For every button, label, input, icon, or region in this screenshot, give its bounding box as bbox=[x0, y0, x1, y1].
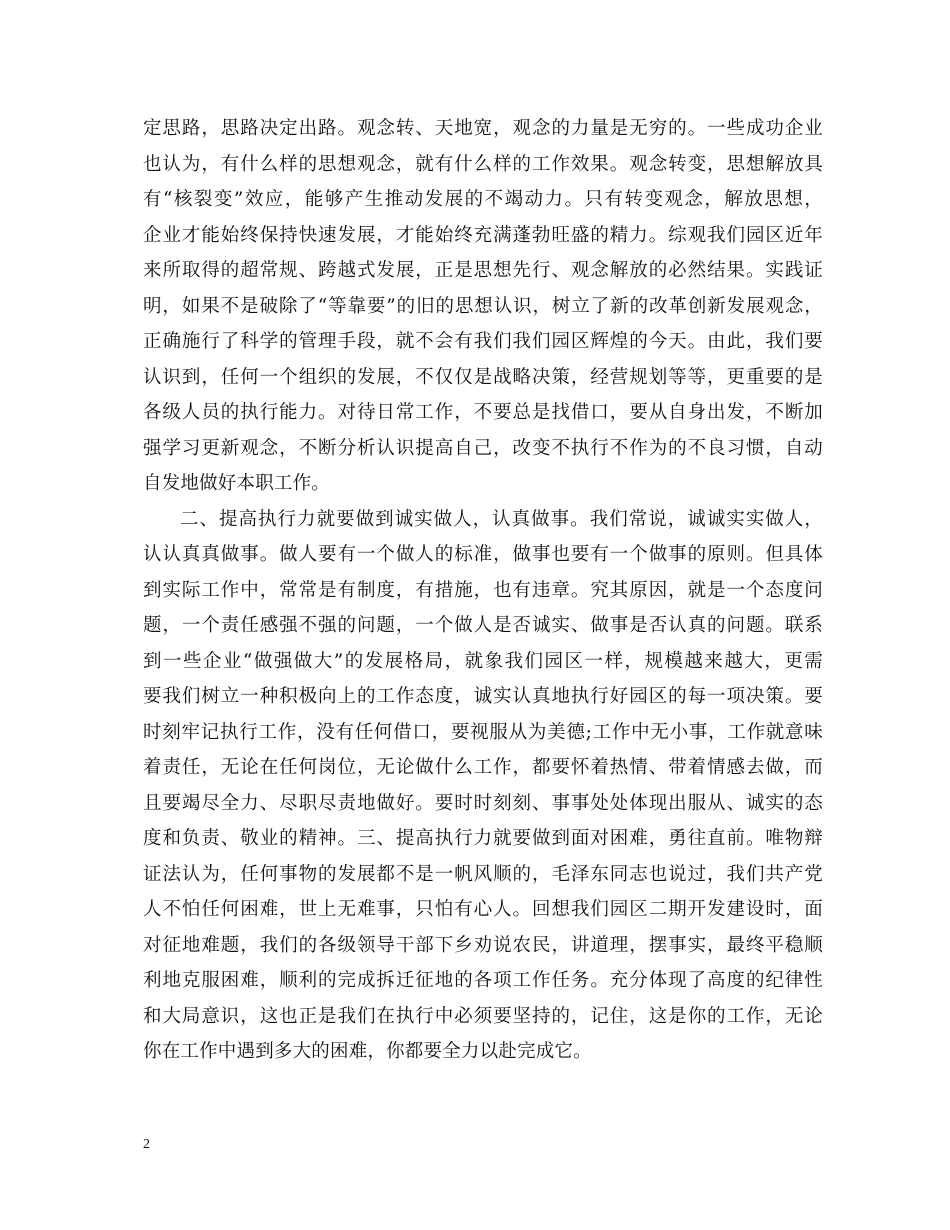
text-line: 强学习更新观念，不断分析认识提高自己，改变不执行不作为的不良习惯，自动 bbox=[143, 437, 823, 459]
body-text bbox=[143, 111, 823, 1070]
text-line: 到一些企业“做强做大”的发展格局，就象我们园区一样，规模越来越大，更需 bbox=[143, 650, 823, 672]
text-line: 时刻牢记执行工作，没有任何借口，要视服从为美德;工作中无小事，工作就意味 bbox=[143, 721, 823, 743]
text-line: 和大局意识，这也正是我们在执行中必须要坚持的，记住，这是你的工作，无论 bbox=[143, 1005, 823, 1027]
text-line: 也认为，有什么样的思想观念，就有什么样的工作效果。观念转变，思想解放具 bbox=[143, 153, 823, 175]
text-line: 着责任，无论在任何岗位，无论做什么工作，都要怀着热情、带着情感去做，而 bbox=[143, 757, 823, 778]
paragraph-2 bbox=[143, 502, 823, 1070]
text-line: 明，如果不是破除了“等靠要”的旧的思想认识，树立了新的改革创新发展观念， bbox=[143, 295, 823, 317]
text-line: 正确施行了科学的管理手段，就不会有我们我们园区辉煌的今天。由此，我们要 bbox=[143, 331, 823, 352]
text-line: 你在工作中遇到多大的困难，你都要全力以赴完成它。 bbox=[143, 1041, 592, 1062]
text-line: 利地克服困难，顺利的完成拆迁征地的各项工作任务。充分体现了高度的纪律性 bbox=[143, 970, 823, 991]
text-line: 认识到，任何一个组织的发展，不仅仅是战略决策，经营规划等等，更重要的是 bbox=[143, 366, 823, 388]
text-line: 企业才能始终保持快速发展，才能始终充满蓬勃旺盛的精力。综观我们园区近年 bbox=[143, 224, 823, 246]
text-line: 认认真真做事。做人要有一个做人的标准，做事也要有一个做事的原则。但具体 bbox=[143, 544, 823, 565]
text-line: 人不怕任何困难，世上无难事，只怕有心人。回想我们园区二期开发建设时，面 bbox=[143, 899, 823, 920]
text-line: 二、提高执行力就要做到诚实做人，认真做事。我们常说，诚诚实实做人， bbox=[180, 508, 823, 530]
text-line: 证法认为，任何事物的发展都不是一帆风顺的，毛泽东同志也说过，我们共产党 bbox=[143, 863, 823, 885]
text-line: 各级人员的执行能力。对待日常工作，不要总是找借口，要从自身出发，不断加 bbox=[143, 402, 823, 423]
text-line: 有“核裂变”效应，能够产生推动发展的不竭动力。只有转变观念，解放思想， bbox=[143, 189, 823, 210]
page-number: 2 bbox=[143, 1137, 150, 1152]
text-line: 对征地难题，我们的各级领导干部下乡劝说农民，讲道理，摆事实，最终平稳顺 bbox=[143, 934, 823, 956]
text-line: 题，一个责任感强不强的问题，一个做人是否诚实、做事是否认真的问题。联系 bbox=[143, 615, 823, 636]
text-line: 来所取得的超常规、跨越式发展，正是思想先行、观念解放的必然结果。实践证 bbox=[143, 260, 823, 281]
text-line: 自发地做好本职工作。 bbox=[143, 473, 331, 494]
text-line: 要我们树立一种积极向上的工作态度，诚实认真地执行好园区的每一项决策。要 bbox=[143, 686, 823, 707]
paragraph-1 bbox=[143, 111, 823, 502]
text-line: 且要竭尽全力、尽职尽责地做好。要时时刻刻、事事处处体现出服从、诚实的态 bbox=[143, 792, 823, 814]
text-line: 度和负责、敬业的精神。三、提高执行力就要做到面对困难，勇往直前。唯物辩 bbox=[143, 828, 823, 849]
text-line: 到实际工作中，常常是有制度，有措施，也有违章。究其原因，就是一个态度问 bbox=[143, 579, 823, 601]
text-line: 定思路，思路决定出路。观念转、天地宽，观念的力量是无穷的。一些成功企业 bbox=[143, 118, 823, 139]
